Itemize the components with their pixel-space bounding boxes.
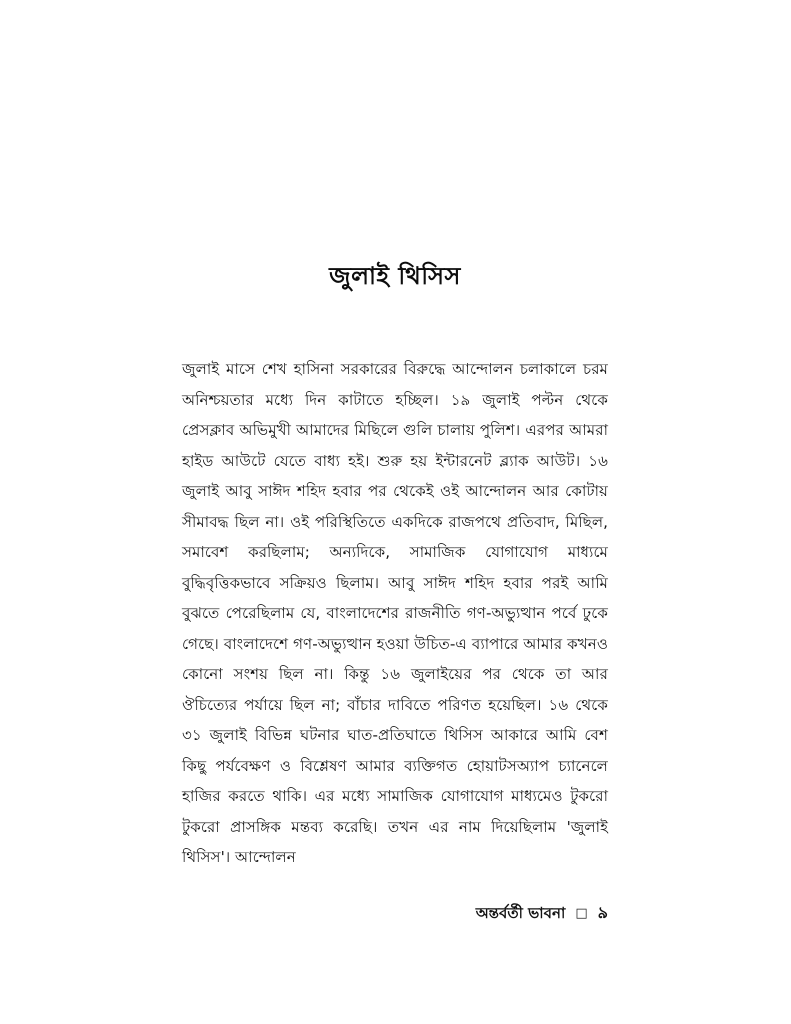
footer-separator-square-icon: □ bbox=[575, 906, 588, 921]
page-content bbox=[182, 258, 608, 873]
footer-page-number: ৯ bbox=[597, 903, 608, 922]
chapter-heading: জুলাই থিসিস bbox=[329, 262, 461, 290]
page-footer bbox=[182, 900, 608, 927]
body-text-block bbox=[182, 354, 608, 873]
footer-book-title: অন্তর্বর্তী ভাবনা bbox=[475, 904, 566, 922]
paragraph: জুলাই মাসে শেখ হাসিনা সরকারের বিরুদ্ধে আন্দোলন চলাকালে চরম অনিশ্চয়তার মধ্যে দিন কাটাতে হচ্ছিল। ১৯ জুলাই পল্টন থেকে প্রেসক্লাব অভিমুখী আমাদের মিছিলে গুলি চালায় পুলিশ। এরপর আমরা হাইড আউটে যেতে বাধ্য হই। শুরু হয় ইন্টারনেট ব্ল্যাক আউট। ১৬ জুলাই আবু সাঈদ শহিদ হবার পর থেকেই ওই আন্দোলন আর কোটায় সীমাবদ্ধ ছিল না। ওই পরিস্থিতিতে একদিকে রাজপথে প্রতিবাদ, মিছিল, সমাবেশ করছিলাম; অন্যদিকে, সামাজিক যোগাযোগ মাধ্যমে বুদ্ধিবৃত্তিকভাবে সক্রিয়ও ছিলাম। আবু সাঈদ শহিদ হবার পরই আমি বুঝতে পেরেছিলাম যে, বাংলাদেশের রাজনীতি গণ-অভ্যুত্থান পর্বে ঢুকে গেছে। বাংলাদেশে গণ-অভ্যুত্থান হওয়া উচিত-এ ব্যাপারে আমার কখনও কোনো সংশয় ছিল না। কিন্তু ১৬ জুলাইয়ের পর থেকে তা আর ঔচিত্যের পর্যায়ে ছিল না; বাঁচার দাবিতে পরিণত হয়েছিল। ১৬ থেকে ৩১ জুলাই বিভিন্ন ঘটনার ঘাত-প্রতিঘাতে থিসিস আকারে আমি বেশ কিছু পর্যবেক্ষণ ও বিশ্লেষণ আমার ব্যক্তিগত হোয়াটসঅ্যাপ চ্যানেলে হাজির করতে থাকি। এর মধ্যে সামাজিক যোগাযোগ মাধ্যমেও টুকরো টুকরো প্রাসঙ্গিক মন্তব্য করেছি। তখন এর নাম দিয়েছিলাম 'জুলাই থিসিস'। আন্দোলন bbox=[182, 360, 608, 866]
